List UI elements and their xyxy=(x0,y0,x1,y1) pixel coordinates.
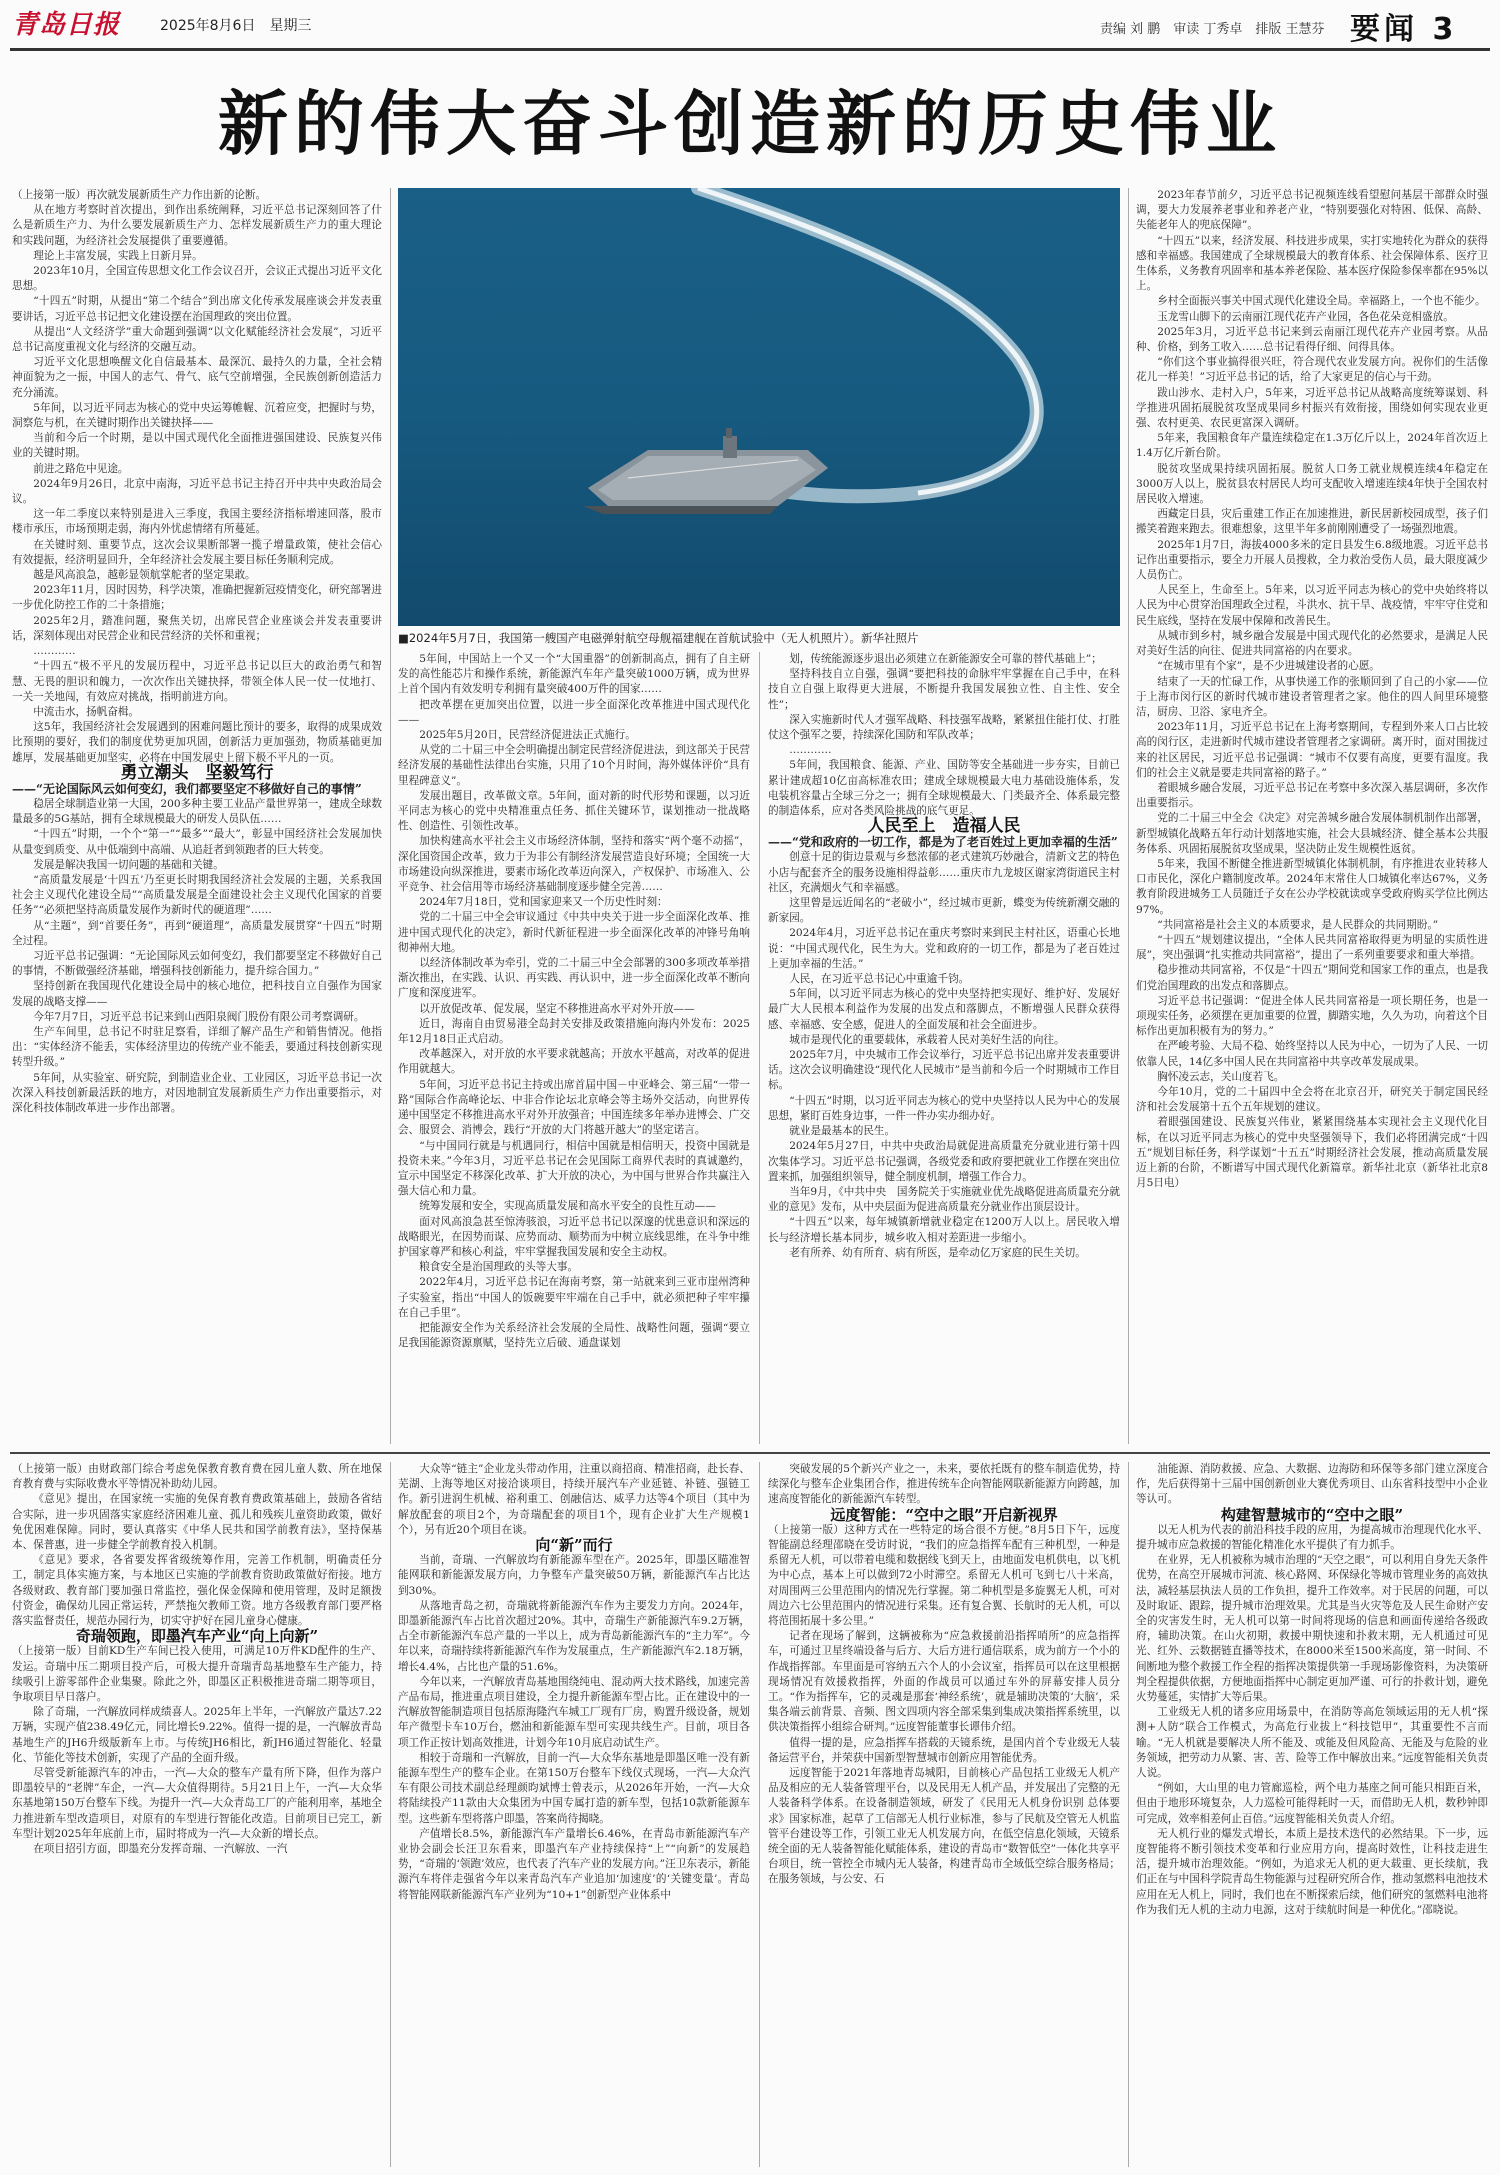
paragraph: （上接第一版）由财政部门综合考虑免保教育教育费在园儿童人数、所在地保育教育费与实际收费水平等情况补助幼儿园。 xyxy=(12,1463,382,1491)
col3-paragraphs xyxy=(768,652,1120,819)
paragraph: 在严峻考验、大局不稳、始终坚持以人民为中心，一切为了人民、一切依靠人民，14亿多中国人民在共同富裕中共享改革发展成果。 xyxy=(1136,1040,1488,1068)
paragraph: 创意十足的街边景观与乡愁浓郁的老式建筑巧妙融合，清新文艺的特色小店与配套齐全的服务设施相得益彰……重庆市九龙坡区谢家湾街道民主村社区，充满烟火气和幸福感。 xyxy=(768,851,1120,894)
masthead xyxy=(0,0,1500,46)
paragraph: ………… xyxy=(33,645,76,658)
column-divider xyxy=(390,1462,391,2167)
b-col1b-paragraphs xyxy=(12,1644,382,1857)
column-divider xyxy=(759,652,760,1444)
aircraft-carrier-photo xyxy=(398,188,1120,626)
b-col3b-paragraphs xyxy=(768,1523,1120,1888)
editor-credits: 责编 刘 鹏 审读 丁秀卓 排版 王慧芬 xyxy=(1100,22,1325,37)
b-col1-paragraphs xyxy=(12,1462,382,1629)
paragraph: 坚持科技自立自强，强调“要把科技的命脉牢牢掌握在自己手中，在科技自立自强上取得更大进展，不断提升我国发展独立性、自主性、安全性”； xyxy=(768,668,1120,711)
paragraph: 跋山涉水、走村入户，5年来，习近平总书记从战略高度统筹谋划、科学推进巩固拓展脱贫攻坚成果同乡村振兴有效衔接，围绕如何实现农业更强、农村更美、农民更富深入调研。 xyxy=(1136,386,1488,430)
photo-caption: ■2024年5月7日，我国第一艘国产电磁弹射航空母舰福建舰在首航试验中（无人机照片）。新华社照片 xyxy=(398,631,919,645)
col3b-paragraphs xyxy=(768,850,1120,1260)
paragraph: 生产车间里，总书记不时驻足察看，详细了解产品生产和销售情况。他指出：“实体经济不能丢，实体经济里边的传统产业不能丢，要通过科技创新实现转型升级。” xyxy=(12,1025,382,1069)
paragraph: 2024年9月26日，北京中南海，习近平总书记主持召开中共中央政治局会议。 xyxy=(12,477,382,506)
masthead-rule xyxy=(10,48,1490,51)
paragraph: “十四五”时期，以习近平同志为核心的党中央坚持以人民为中心的发展思想，紧盯百姓身边事，一件一件办实办细办好。 xyxy=(768,1094,1120,1122)
paragraph: 中流击水，扬帆奋楫。 xyxy=(33,705,140,718)
paragraph: 值得一提的是，应急指挥车搭载的天镜系统，是国内首个专业级无人装备运营平台，并荣获中国新型智慧城市创新应用智能优秀。 xyxy=(768,1736,1120,1764)
paragraph: 油能源、消防救援、应急、大数据、边海防和环保等多部门建立深度合作，先后获得第十三届中国创新创业大赛优秀项目、山东省科技型中小企业等认可。 xyxy=(1136,1463,1488,1506)
paragraph: 2023年春节前夕，习近平总书记视频连线看望慰问基层干部群众时强调，要大力发展养老事业和养老产业，“特别要强化对特困、低保、高龄、失能老年人的兜底保障”。 xyxy=(1136,189,1488,232)
paragraph: 老有所养、幼有所育、病有所医，是牵动亿万家庭的民生关切。 xyxy=(789,1246,1086,1259)
paragraph: 习近平总书记强调：“促进全体人民共同富裕是一项长期任务，也是一项现实任务，必须摆在更加重要的位置，脚踏实地，久久为功，向着这个目标作出更加积极有为的努力。” xyxy=(1136,994,1488,1038)
paragraph: 当年9月，《中共中央 国务院关于实施就业优先战略促进高质量充分就业的意见》发布，从中央层面为促进高质量充分就业作出顶层设计。 xyxy=(768,1185,1120,1214)
paragraph: 今年以来，一汽解放青岛基地围绕纯电、混动两大技术路线，加速完善产品布局，推进重点项目建设，全力提升新能源车型占比。正在建设中的一汽解放智能制造项目包括原海隆汽车城工厂现有厂房，购置升级设备，规划年产微型卡车10万台，燃油和新能源车型可实现共线生产。目前，项目各项工作正按计划高效推进，计划今年10月底启动试生产。 xyxy=(398,1675,750,1749)
paragraph: 发展出题目，改革做文章。5年间，面对新的时代形势和课题，以习近平同志为核心的党中央精准重点任务、抓住关键环节，谋划推动一批战略性、创造性、引领性改革。 xyxy=(398,789,750,833)
paragraph: 就业是最基本的民生。 xyxy=(789,1125,896,1138)
newspaper-logo: 青岛日报 xyxy=(12,10,121,40)
subheading-new: 向“新”而行 xyxy=(535,1536,613,1555)
paragraph: 从“主题”，到“首要任务”，再到“硬道理”，高质量发展贯穿“十四五”时期全过程。 xyxy=(12,919,382,947)
bottom-column-4 xyxy=(1136,1462,1488,2167)
paragraph: 城市是现代化的重要载体，承载着人民对美好生活的向往。 xyxy=(789,1033,1065,1046)
column-divider xyxy=(1128,1462,1129,2167)
paragraph: 这里曾是远近闻名的“老破小”，经过城市更新，蝶变为传统新潮交融的新家园。 xyxy=(768,897,1120,925)
col1b-paragraphs xyxy=(12,797,382,1116)
paragraph: 乡村全面振兴事关中国式现代化建设全局。幸福路上，一个也不能少。 xyxy=(1157,295,1486,308)
paragraph: 5年间，以习近平同志为核心的党中央坚持把实现好、维护好、发展好最广大人民根本利益作为发展的出发点和落脚点，不断增强人民群众获得感、幸福感、安全感，促进人的全面发展和社会全面进步。 xyxy=(768,988,1120,1031)
paragraph: 工业级无人机的诸多应用场景中，在消防等高危领域运用的无人机“探测+人防”联合工作模式，为高危行业拔上“科技铠甲”，其重要性不言而喻。“无人机就是要解决人所不能及、或能及但风险高、无能及与危险的业务领域，把劳动力从繁、害、苦、险等工作中解放出来。”远度智能相关负责人说。 xyxy=(1136,1706,1488,1780)
paragraph: 2025年2月，踏准问题，聚焦关切，出席民营企业座谈会并发表重要讲话，深刻体现出对民营企业和民营经济的关怀和重视； xyxy=(12,614,382,642)
paragraph: 面对风高浪急甚至惊涛骇浪，习近平总书记以深邃的忧患意识和深远的战略眼光，在因势而谋、应势而动、顺势而为中树立底线思维，在斗争中维护国家尊严和核心利益，牢牢掌握我国发展和安全主动权。 xyxy=(398,1215,750,1258)
paragraph: 5年来，我国不断健全推进新型城镇化体制机制，有序推进农业转移人口市民化，深化户籍制度改革。2024年末常住人口城镇化率达67%，义务教育阶段进城务工人员随迁子女在公办学校就读或享受政府购买学位比例达97%。 xyxy=(1136,857,1488,916)
col2-paragraphs xyxy=(398,652,750,1351)
paragraph: 以经济体制改革为牵引，党的二十届三中全会部署的300多项改革举措渐次推出，在实践、认识、再实践、再认识中，进一步全面深化改革不断向广度和深度进军。 xyxy=(398,957,750,1000)
paragraph: 5年间，以习近平同志为核心的党中央运筹帷幄、沉着应变，把握时与势，洞察危与机，在关键时期作出关键抉择—— xyxy=(12,401,382,430)
subheading-brave: 勇立潮头 坚毅笃行 xyxy=(120,762,274,783)
paragraph: “十四五”规划建议提出，“全体人民共同富裕取得更为明显的实质性进展”，突出强调“扎实推动共同富裕”，提出了一系列重要要求和重大举措。 xyxy=(1136,933,1488,962)
paragraph: 党的二十届三中全会审议通过《中共中央关于进一步全面深化改革、推进中国式现代化的决定》，新时代新征程进一步全面深化改革的冲锋号角响彻神州大地。 xyxy=(398,911,750,954)
paragraph: “十四五”时期，一个个“第一”“最多”“最大”，彰显中国经济社会发展加快从量变到质变、从中低端到中高端、从追赶者到领跑者的巨大转变。 xyxy=(12,828,382,856)
paragraph: “十四五”极不平凡的发展历程中，习近平总书记以巨大的政治勇气和智慧、无畏的胆识和魄力，一次次作出关键抉择，带领全体人民一仗一仗地打、一关一关地闯，有效应对挑战，指明前进方向。 xyxy=(12,660,382,703)
paragraph: 稳居全球制造业第一大国，200多种主要工业品产量世界第一，建成全球数量最多的5G基站，拥有全球规模最大的研发人员队伍…… xyxy=(12,797,382,826)
paragraph: 尽管受新能源汽车的冲击，一汽—大众的整车产量有所下降，但作为落户即墨较早的“老牌”车企，一汽—大众值得期待。5月21日上午，一汽—大众华东基地第150万台整车下线。为提升一汽—大众青岛工厂的产能利用率，基地全力推进新车型改造项目，对原有的车型进行智能化改造。目前项目已完工，新车型计划2025年年底前上市，届时将成为一汽—大众新的增长点。 xyxy=(12,1767,382,1840)
paragraph: 统筹发展和安全，实现高质量发展和高水平安全的良性互动—— xyxy=(419,1200,716,1213)
paragraph: 相较于奇瑞和一汽解放，目前一汽—大众华东基地是即墨区唯一没有新能源车型生产的整车企业。在第150万台整车下线仪式现场，一汽—大众汽车有限公司技术副总经理颜昀斌博士曾表示，从2026年开始，一汽—大众将陆续投产11款由大众集团为中国专属打造的新车型，包括10款新能源车型。这些新车型将落户即墨，答案尚待揭晓。 xyxy=(398,1751,750,1825)
paragraph: 党的二十届三中全会《决定》对完善城乡融合发展体制机制作出部署，新型城镇化战略五年行动计划落地实施，社会大县城经济、健全基本公共服务体系、巩固拓展脱贫攻坚成果，坚决防止发生规模性返贫。 xyxy=(1136,812,1488,855)
deck-brave: ——“无论国际风云如何变幻，我们都要坚定不移做好自己的事情” xyxy=(12,781,362,796)
paragraph: 近日，海南自由贸易港全岛封关安排及政策措施向海内外发布：2025年12月18日正式启动。 xyxy=(398,1017,750,1046)
paragraph: 习近平总书记强调：“无论国际风云如何变幻，我们都要坚定不移做好自己的事情，不断做强经济基础，增强科技创新能力，提升综合国力。” xyxy=(12,949,382,978)
paragraph: 在关键时刻、重要节点，这次会议果断部署一揽子增量政策，使社会信心有效提振，经济明显回升，全年经济社会发展主要目标任务顺利完成。 xyxy=(12,538,382,566)
paragraph: 稳步推动共同富裕，不仅是“十四五”期间党和国家工作的重点，也是我们党治国理政的出发点和落脚点。 xyxy=(1136,964,1488,992)
paragraph: 在业界，无人机被称为城市治理的“天空之眼”，可以利用自身先天条件优势，在高空开展城市河流、核心路网、环保绿化等城市管理业务的高效执法，减轻基层执法人员的工作负担，提升工作效率。对于民居的问题，可以及时取证、跟踪，提升城市治理效果。尤其是当火灾等危及人民生命财产安全的灾害发生时，无人机可以第一时间将现场的信息和画面传递给各级政府，辅助决策。在山火初期，救援中期快速和扑救末期，无人机通过可见光、红外、云数据链直播等技术，在8000米至1500米高度，第一时间、不间断地为整个救援工作全程的指挥决策提供第一手现场影像资料，为决策研判全程提供依据，方便地面指挥中心制定更加严谨、可行的扑救计划，避免火势蔓延，实情扩大等后果。 xyxy=(1136,1554,1488,1704)
paragraph: 着眼城乡融合发展，习近平总书记在考察中多次深入基层调研，多次作出重要指示。 xyxy=(1136,781,1488,810)
paragraph: “你们这个事业搞得很兴旺，符合现代农业发展方向。祝你们的生活像花儿一样美！”习近平总书记的话，给了大家更足的信心与干劲。 xyxy=(1136,356,1488,384)
subheading-people: 人民至上 造福人民 xyxy=(867,816,1021,837)
paragraph: 深入实施新时代人才强军战略、科技强军战略，紧紧扭住能打仗、打胜仗这个强军之要，持续深化国防和军队改革； xyxy=(768,713,1120,742)
b-col4b-paragraphs xyxy=(1136,1523,1488,1918)
paragraph: 当前和今后一个时期，是以中国式现代化全面推进强国建设、民族复兴伟业的关键时期。 xyxy=(12,432,382,460)
paragraph: 这5年，我国经济社会发展遇到的困难问题比预计的要多，取得的成果成效比预期的要好，我们的制度优势更加巩固，创新活力更加强劲，物质基础更加雄厚，发展基础更加坚实，必将在中国发展史上留下极不平凡的一页。 xyxy=(12,721,382,764)
column-divider xyxy=(1128,188,1129,1444)
paragraph: 从城市到乡村，城乡融合发展是中国式现代化的必然要求，是满足人民对美好生活的向往、促进共同富裕的内在要求。 xyxy=(1136,629,1488,658)
paragraph: 从落地青岛之初，奇瑞就将新能源汽车作为主要发力方向。2024年，即墨新能源汽车占比首次超过20%。其中，奇瑞生产新能源汽车9.2万辆，占全市新能源汽车总产量的一半以上，成为青岛新能源汽车的“主力军”。今年以来，奇瑞持续将新能源汽车作为发展重点，生产新能源汽车2.18万辆，增长4.4%，占比也产量的51.6%。 xyxy=(398,1599,750,1673)
bottom-column-3 xyxy=(768,1462,1120,2167)
paragraph: 着眼强国建设、民族复兴伟业，紧紧围绕基本实现社会主义现代化目标，在以习近平同志为核心的党中央坚强领导下，我们必将团满完成“十四五”规划目标任务，科学谋划“十五五”时期经济社会发展，推动高质量发展迈上新的台阶，不断谱写中国式现代化新篇章。新华社北京（新华社北京8月5日电） xyxy=(1136,1116,1488,1190)
paragraph: （上接第一版）目前KD生产车间已投入使用，可满足10万件KD配件的生产、发运。奇瑞中压二期项目投产后，可极大提升奇瑞青岛基地整车生产能力，持续吸引上游零部件企业集聚。除此之外，即墨区正积极推进奇瑞二期等项目，争取项目早日落户。 xyxy=(12,1645,382,1704)
top-article-column-4 xyxy=(1136,188,1488,1444)
paragraph: 5年间，我国粮食、能源、产业、国防等安全基础进一步夯实，目前已累计建成超10亿亩高标准农田；建成全球规模最大电力基础设施体系，发电装机容量占全球三分之一；拥有全球规模最大、门类最齐全、体系最完整的制造体系，应对各类风险挑战的底气更足。 xyxy=(768,759,1120,818)
paragraph: 2023年10月，全国宣传思想文化工作会议召开，会议正式提出习近平文化思想。 xyxy=(12,265,382,293)
paragraph: 2022年4月，习近平总书记在海南考察，第一站就来到三亚市崖州湾种子实验室，指出“中国人的饭碗要牢牢端在自己手中，就必须把种子牢牢攥在自己手里”。 xyxy=(398,1276,750,1319)
paragraph: 以开放促改革、促发展，坚定不移推进高水平对外开放—— xyxy=(419,1002,695,1015)
paragraph: 从提出“人文经济学”重大命题到强调“以文化赋能经济社会发展”，习近平总书记高度重视文化与经济的交融互动。 xyxy=(12,325,382,354)
paragraph: 5年来，我国粮食年产量连续稳定在1.3万亿斤以上，2024年首次迈上1.4万亿斤新台阶。 xyxy=(1136,432,1488,460)
paragraph: 人民至上，生命至上。5年来，以习近平同志为核心的党中央始终将以人民为中心贯穿治国理政全过程，斗洪水、抗干旱、战疫情，牢牢守住党和民生底线，坚持在发展中保障和改善民生。 xyxy=(1136,584,1488,627)
paragraph: 以无人机为代表的前沿科技手段的应用，为提高城市治理现代化水平、提升城市应急救援的智能化精准化水平提供了有力抓手。 xyxy=(1136,1523,1488,1552)
paragraph: 从党的二十届三中全会明确提出制定民营经济促进法，到这部关于民营经济发展的基础性法律出台实施，只用了10个月时间，海外媒体评价“具有里程碑意义”。 xyxy=(398,744,750,787)
deck-people: ——“党和政府的一切工作，都是为了老百姓过上更加幸福的生活” xyxy=(768,835,1118,850)
paragraph: 2024年4月，习近平总书记在重庆考察时来到民主村社区，语重心长地说：“中国式现代化，民生为大。党和政府的一切工作，都是为了老百姓过上更加幸福的生活。” xyxy=(768,927,1120,970)
paragraph: 当前，奇瑞、一汽解放均有新能源车型在产。2025年，即墨区瞄准智能网联和新能源发展方向，力争整车产量突破50万辆，新能源汽车占比达到30%。 xyxy=(398,1554,750,1597)
col4-paragraphs xyxy=(1136,188,1488,1191)
paragraph: “与中国同行就是与机遇同行，相信中国就是相信明天，投资中国就是投资未来。”今年3月，习近平总书记在会见国际工商界代表时的真诚邀约，宣示中国坚定不移深化改革、扩大开放的决心，为中国与世界合作共赢注入强大信心和力量。 xyxy=(398,1139,750,1198)
paragraph: “十四五”以来，经济发展、科技进步成果，实打实地转化为群众的获得感和幸福感。我国建成了全球规模最大的教育体系、社会保障体系、医疗卫生体系，义务教育巩固率和基本养老保险、基本医疗保险参保率都在95%以上。 xyxy=(1136,234,1488,293)
paragraph: 2024年5月27日，中共中央政治局就促进高质量充分就业进行第十四次集体学习。习近平总书记强调，各级党委和政府要把就业工作摆在突出位置来抓，加强组织领导，健全制度机制，增强工作合力。 xyxy=(768,1140,1120,1183)
page-headline: 新的伟大奋斗创造新的历史伟业 xyxy=(218,82,1282,165)
paragraph: 划，传统能源逐步退出必须建立在新能源安全可靠的替代基础上”； xyxy=(789,653,1102,665)
column-divider xyxy=(759,1462,760,2167)
paragraph: 2023年11月，因时因势，科学决策，准确把握新冠疫情变化，研究部署进一步优化防控工作的二十条措施； xyxy=(12,584,382,612)
paragraph: ………… xyxy=(789,744,832,757)
b-col3-paragraphs xyxy=(768,1462,1120,1508)
paragraph: 从在地方考察时首次提出，到作出系统阐释，习近平总书记深刻回答了什么是新质生产力、为什么要发展新质生产力、怎样发展新质生产力的重大理论和实践问题，为经济社会发展提供了重要遵循。 xyxy=(12,204,382,247)
bottom-column-1 xyxy=(12,1462,382,2167)
paragraph: （上接第一版）这种方式在一些特定的场合很不方便。”8月5日下午，远度智能副总经理邵晓在受访时说，“我们的应急指挥车配有三种机型，一种是系留无人机，可以带着电缆和数据线飞到天上，由地面发电机供电，以飞机为中心点，基本上可以做到72小时滞空。系留无人机可飞到七八十米高，对周围两三公里范围内的情况先行掌握。第二种机型是多旋翼无人机，可对周边六七公里范围内的情况进行采集。还有复合翼、长航时的无人机，可以将范围拓展十多公里。” xyxy=(768,1523,1120,1628)
paragraph: 西藏定日县，灾后重建工作正在加速推进，新民居新校园成型，孩子们搬笑着跑来跑去。很难想象，这里半年多前刚刚遭受了一场强烈地震。 xyxy=(1136,508,1488,536)
subheading-chery: 奇瑞领跑，即墨汽车产业“向上向新” xyxy=(75,1627,319,1646)
subheading-smart-city: 构建智慧城市的“空中之眼” xyxy=(1220,1505,1404,1524)
paragraph: 这一年二季度以来特别是进入三季度，我国主要经济指标增速回落，股市楼市承压，市场预期走弱，海内外忧虑情绪有所蔓延。 xyxy=(12,508,382,536)
paragraph: “共同富裕是社会主义的本质要求，是人民群众的共同期盼。” xyxy=(1157,918,1439,931)
paragraph: 胸怀凌云志，关山度若飞。 xyxy=(1157,1070,1285,1083)
paragraph: “十四五”时期，从提出“第二个结合”到出席文化传承发展座谈会并发表重要讲话，习近平总书记把文化建设摆在治国理政的突出位置。 xyxy=(12,295,382,323)
issue-date: 2025年8月6日 星期三 xyxy=(160,18,312,34)
paragraph: 除了奇瑞，一汽解放同样成绩喜人。2025年上半年，一汽解放产量达7.22万辆，实现产值238.49亿元，同比增长9.22%。值得一提的是，一汽解放青岛基地生产的JH6升级版新车上市。与传统JH6相比，新JH6通过智能化、轻量化、节能化等技术创新，实现了产品的全面升级。 xyxy=(12,1706,382,1764)
paragraph: 2024年7月18日，党和国家迎来又一个历史性时刻： xyxy=(419,896,668,909)
paragraph: “在城市里有个家”，是不少进城建设者的心愿。 xyxy=(1157,660,1380,673)
paragraph: 2025年5月20日，民营经济促进法正式施行。 xyxy=(419,729,636,742)
paragraph: “例如，大山里的电力管廊巡检，两个电力基座之间可能只相距百米，但由于地形环境复杂，人力巡检可能得耗时一天，而借助无人机，数秒钟即可完成，效率相差何止百倍。”远度智能相关负责人介绍。 xyxy=(1136,1782,1488,1825)
top-article-column-2 xyxy=(398,652,750,1444)
column-divider xyxy=(390,188,391,1444)
paragraph: “十四五”以来，每年城镇新增就业稳定在1200万人以上。居民收入增长与经济增长基本同步，城乡收入相对差距进一步缩小。 xyxy=(768,1216,1120,1244)
paragraph: 把能源安全作为关系经济社会发展的全局性、战略性问题，强调“要立足我国能源资源禀赋，坚持先立后破、通盘谋划 xyxy=(398,1321,750,1350)
paragraph: 无人机行业的爆发式增长，本质上是技术迭代的必然结果。下一步，远度智能将不断引领技术变革和行业应用方向，提高时效性，让科技走进生活，提升城市治理效能。“例如，为追求无人机的更大载重、更长续航，我们正在与中国科学院青岛生物能源与过程研究所合作，推动氢燃料电池技术应用在无人机上，同时，我们也在不断探索后续，他们研究的氢燃料电池将作为我们无人机的主动力电源，这对于续航时间是一种优化。”邵晓说。 xyxy=(1136,1827,1488,1916)
paragraph: 产值增长8.5%，新能源汽车产量增长6.46%，在青岛市新能源汽车产业协会副会长汪卫东看来，即墨汽车产业持续保持“上”“向新”的发展趋势，“奇瑞的‘领跑’效应，也代表了汽车产业的发展方向。”汪卫东表示，新能源汽车将伴走强省今年以来青岛汽车产业追加‘加速度’的‘关键变量’。青岛将智能网联新能源汽车产业列为“10+1”创新型产业体系中 xyxy=(398,1827,750,1901)
subheading-drone: 远度智能：“空中之眼”开启新视界 xyxy=(830,1505,1058,1524)
paragraph: 越是风高浪急，越彰显领航掌舵者的坚定果敢。 xyxy=(33,569,256,582)
paragraph: 2023年11月，习近平总书记在上海考察期间，专程到外来人口占比较高的闵行区，走进新时代城市建设者管理者之家调研。离开时，面对围拢过来的社区居民，习近平总书记强调：“城市不仅要有高度，更要有温度。我们的社会主义就是要走共同富裕的路子。” xyxy=(1136,721,1488,779)
paragraph: 5年间，习近平总书记主持或出席首届中国－中亚峰会、第三届“一带一路”国际合作高峰论坛、中非合作论坛北京峰会等主场外交活动，向世界传递中国坚定不移推进高水平对外开放强音；中国连续多年举办进博会、广交会、服贸会、消博会，践行“开放的大门将越开越大”的坚定诺言。 xyxy=(398,1078,750,1137)
paragraph: 玉龙雪山脚下的云南丽江现代花卉产业园，各色花朵竞相盛放。 xyxy=(1157,310,1454,323)
section-label: 要闻 3 xyxy=(1350,12,1458,47)
paragraph: 改革越深入，对开放的水平要求就越高；开放水平越高，对改革的促进作用就越大。 xyxy=(398,1048,750,1076)
paragraph: 把改革摆在更加突出位置，以进一步全面深化改革推进中国式现代化—— xyxy=(398,698,750,726)
paragraph: 前进之路危中见途。 xyxy=(33,462,129,475)
paragraph: 脱贫攻坚成果持续巩固拓展。脱贫人口务工就业规模连续4年稳定在3000万人以上，脱贫县农村居民人均可支配收入增速连续4年快于全国农村居民收入增速。 xyxy=(1136,462,1488,506)
paragraph: 《意见》提出，在国家统一实施的免保育教育费政策基础上，鼓励各省结合实际，进一步巩固落实家庭经济困难儿童、孤儿和残疾儿童资助政策，做好免优困难保障。同时，要认真落实《中华人民共和国学前教育法》，坚持保基本、保普惠，进一步健全学前教育投入机制。 xyxy=(12,1493,382,1552)
bottom-column-2 xyxy=(398,1462,750,2167)
b-col4-paragraphs xyxy=(1136,1462,1488,1508)
paragraph: “高质量发展是‘十四五’乃至更长时期我国经济社会发展的主题，关系我国社会主义现代化建设全局”“高质量发展是全面建设社会主义现代化国家的首要任务”“必须把坚持高质量发展作为新时代的硬道理”…… xyxy=(12,873,382,917)
paragraph: 发展是解决我国一切问题的基础和关键。 xyxy=(33,858,224,871)
paragraph: 人民，在习近平总书记心中重逾千钧。 xyxy=(789,973,970,986)
paragraph: 坚持创新在我国现代化建设全局中的核心地位，把科技自立自强作为国家发展的战略支撑—— xyxy=(12,980,382,1008)
paragraph: （上接第一版）再次就发展新质生产力作出新的论断。 xyxy=(12,189,267,201)
b-col2b-paragraphs xyxy=(398,1553,750,1903)
top-article-column-1 xyxy=(12,188,382,1444)
paragraph: 记者在现场了解到，这辆被称为“应急救援前沿指挥哨所”的应急指挥车，可通过卫星终端设备与后方、大后方进行通信联系，成为前方一个小的作战指挥部。车里面是可容纳五六个人的小会议室，指挥员可以在这里根据现场情况有效援救指挥，外面的作战员可以通过车外的屏幕安排人员分工。“作为指挥车，它的灵魂是那套‘神经系统’，就是辅助决策的‘大脑’，采集各端云前背景、音频、图文四项内容全部采集到集成决策指挥系统里，以供决策指挥小组综合研判。”远度智能董事长谭伟介绍。 xyxy=(768,1630,1120,1734)
paragraph: 2025年3月，习近平总书记来到云南丽江现代花卉产业园考察。从品种、价格，到务工收入……总书记看得仔细、问得具体。 xyxy=(1136,325,1488,354)
paragraph: 在项目招引方面，即墨充分发挥奇瑞、一汽解放、一汽 xyxy=(33,1843,288,1856)
section-divider xyxy=(10,1452,1490,1454)
paragraph: 理论上丰富发展，实践上日新月异。 xyxy=(33,249,203,262)
col1-paragraphs xyxy=(12,188,382,766)
paragraph: 今年7月7日，习近平总书记来到山西阳泉阀门股份有限公司考察调研。 xyxy=(33,1010,365,1023)
paragraph: 2025年7月，中央城市工作会议举行，习近平总书记出席并发表重要讲话。这次会议明确建设“现代化人民城市”是当前和今后一个时期城市工作目标。 xyxy=(768,1049,1120,1092)
paragraph: 结束了一天的忙碌工作，从事快递工作的张顺回到了自己的小家——位于上海市闵行区的新时代城市建设者管理者之家。他住的四人间里环境整洁，厨房、卫浴、家电齐全。 xyxy=(1136,675,1488,718)
paragraph: 《意见》要求，各省要发挥省级统筹作用，完善工作机制，明确责任分工，制定具体实施方案，与本地区已实施的学前教育资助政策做好衔接。地方各级财政、教育部门要加强日常监控，强化保金保障和使用管理，及时足额拨付资金，确保幼儿园正常运转，严禁拖欠教师工资。地方各级教育部门要严格落实监督责任，规范办园行为，切实守护好在园儿童身心健康。 xyxy=(12,1554,382,1628)
top-article-column-3 xyxy=(768,652,1120,1444)
paragraph: 远度智能于2021年落地青岛城阳，目前核心产品包括工业级无人机产品及相应的无人装备管理平台，以及民用无人机产品，并发展出了完整的无人装备科学体系。在设备制造领域，研发了《民用无人机身份识别 总体要求》国家标准，起草了工信部无人机行业标准，参与了民航及空管无人机监管平台建设等工作，引领工业无人机发展方向，在低空信息化领域，天镜系统全面的无人装备智能化赋能体系，建设的青岛市“数智低空”一体化共享平台项目，统一管控全市城内无人装备，构建青岛市全域低空综合服务格局；在服务领域，与公安、石 xyxy=(768,1767,1120,1886)
paragraph: 突破发展的5个新兴产业之一，未来，要依托既有的整车制造优势，持续深化与整车企业集团合作，推进传统车企向智能网联新能源方向跨越，加速高度智能化的新能源汽车转型。 xyxy=(768,1463,1120,1506)
paragraph: 5年间，从实验室、研究院，到制造业企业、工业园区，习近平总书记一次次深入科技创新最活跃的地方，对因地制宜发展新质生产力作出重要指示，对深化科技体制改革进一步作出部署。 xyxy=(12,1071,382,1114)
paragraph: 加快构建高水平社会主义市场经济体制，坚持和落实“两个毫不动摇”，深化国资国企改革，致力于为非公有制经济发展营造良好环境；全国统一大市场建设向纵深推进，要素市场化改革迈向深入，产权保护、市场准入、公平竞争、社会信用等市场经济基础制度逐步健全完善…… xyxy=(398,835,750,894)
paragraph: 大众等“链主”企业龙头带动作用，注重以商招商、精准招商，赴长春、芜湖、上海等地区对接洽谈项目，持续开展汽车产业延链、补链、强链工作。新引进润生机械、裕利重工、创融信达、威孚力达等4个项目（其中为解放配套的项目2个，为奇瑞配套的项目1个，现有企业扩大生产规模1个），另有近20个项目在谈。 xyxy=(398,1463,750,1536)
paragraph: 5年间，中国站上一个又一个“大国重器”的创新制高点，拥有了自主研发的高性能芯片和操作系统，新能源汽车年产量突破1000万辆，成为世界上首个国内有效发明专利拥有量突破400万件的国家…… xyxy=(398,653,750,696)
paragraph: 2025年1月7日，海拔4000多米的定日县发生6.8级地震。习近平总书记作出重要指示，要全力开展人员搜救，全力救治受伤人员，最大限度减少人员伤亡。 xyxy=(1136,538,1488,582)
paragraph: 今年10月，党的二十届四中全会将在北京召开，研究关于制定国民经济和社会发展第十五个五年规划的建议。 xyxy=(1136,1085,1488,1114)
b-col2-paragraphs xyxy=(398,1462,750,1538)
paragraph: 粮食安全是治国理政的头等大事。 xyxy=(419,1261,579,1274)
paragraph: 习近平文化思想唤醒文化自信最基本、最深沉、最持久的力量，全社会精神面貌为之一振，中国人的志气、骨气、底气空前增强，全民族创新创造活力充分涌流。 xyxy=(12,356,382,399)
